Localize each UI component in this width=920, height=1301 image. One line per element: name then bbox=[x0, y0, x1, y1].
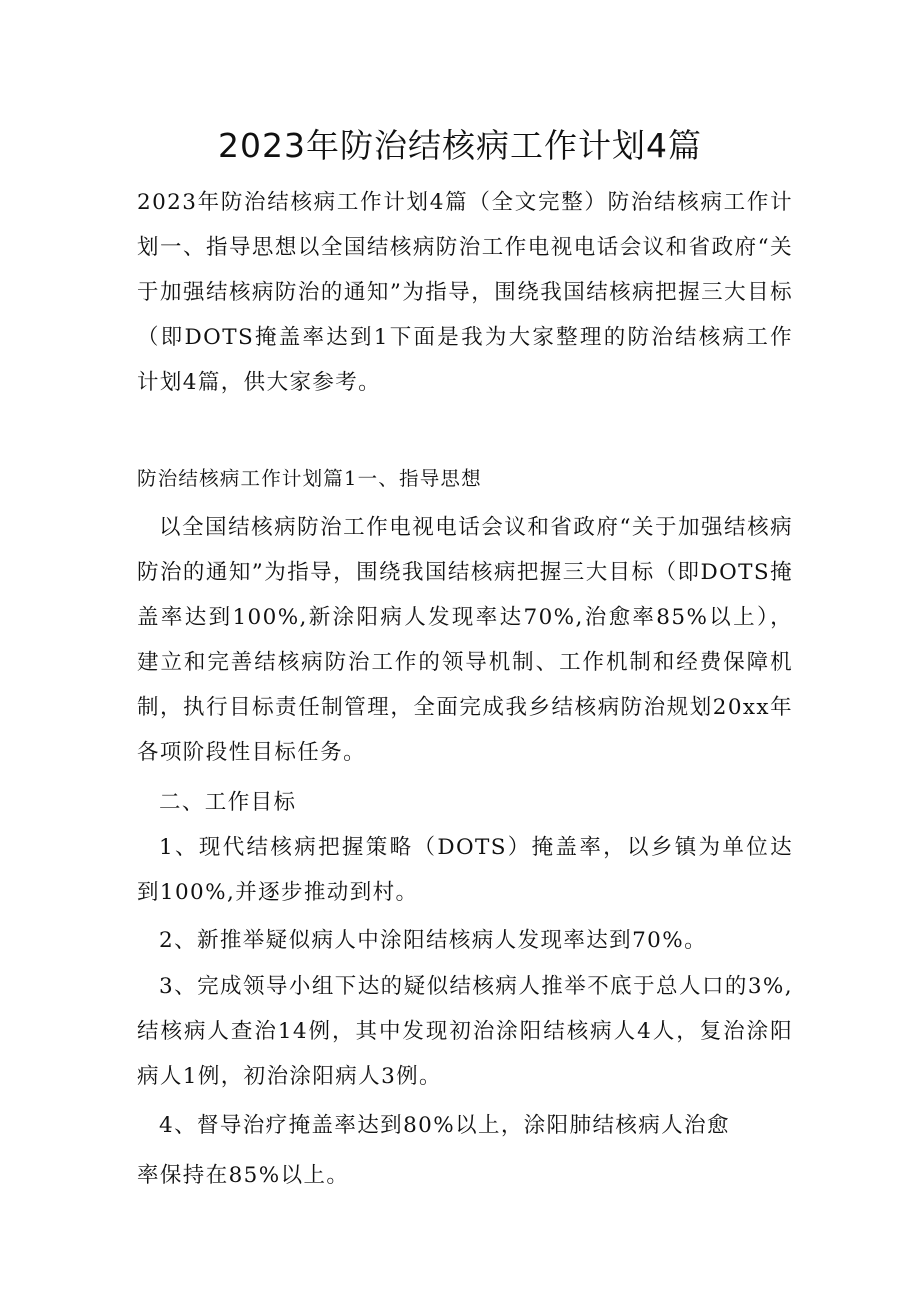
section-heading: 防治结核病工作计划篇1一、指导思想 bbox=[137, 467, 482, 490]
goal-item-4-line-1: 4、督导治疗掩盖率达到80%以上，涂阳肺结核病人治愈 bbox=[159, 1113, 730, 1138]
document-title: 2023年防治结核病工作计划4篇 bbox=[218, 126, 702, 165]
goal-item-2: 2、新推举疑似病人中涂阳结核病人发现率达到70%。 bbox=[159, 928, 707, 953]
intro-paragraph: 2023年防治结核病工作计划4篇（全文完整）防治结核病工作计划一、指导思想以全国结核病防治工作电视电话会议和省政府“关于加强结核病防治的通知”为指导，围绕我国结核病把握三大目标（即DOTS掩盖率达到1下面是我为大家整理的防治结核病工作计划4篇，供大家参考。 bbox=[137, 190, 793, 395]
goals-heading: 二、工作目标 bbox=[159, 790, 297, 815]
goal-item-4-line-2: 率保持在85%以上。 bbox=[137, 1163, 350, 1188]
goal-item-1: 1、现代结核病把握策略（DOTS）掩盖率，以乡镇为单位达到100%,并逐步推动到村。 bbox=[137, 835, 793, 905]
goal-item-3: 3、完成领导小组下达的疑似结核病人推举不底于总人口的3%,结核病人查治14例，其中发现初治涂阳结核病人4人，复治涂阳病人1例，初治涂阳病人3例。 bbox=[137, 974, 793, 1089]
guiding-paragraph: 以全国结核病防治工作电视电话会议和省政府“关于加强结核病防治的通知”为指导，围绕我国结核病把握三大目标（即DOTS掩盖率达到100%,新涂阳病人发现率达70%,治愈率85%以上），建立和完善结核病防治工作的领导机制、工作机制和经费保障机制，执行目标责任制管理，全面完成我乡结核病防治规划20xx年各项阶段性目标任务。 bbox=[137, 515, 793, 765]
